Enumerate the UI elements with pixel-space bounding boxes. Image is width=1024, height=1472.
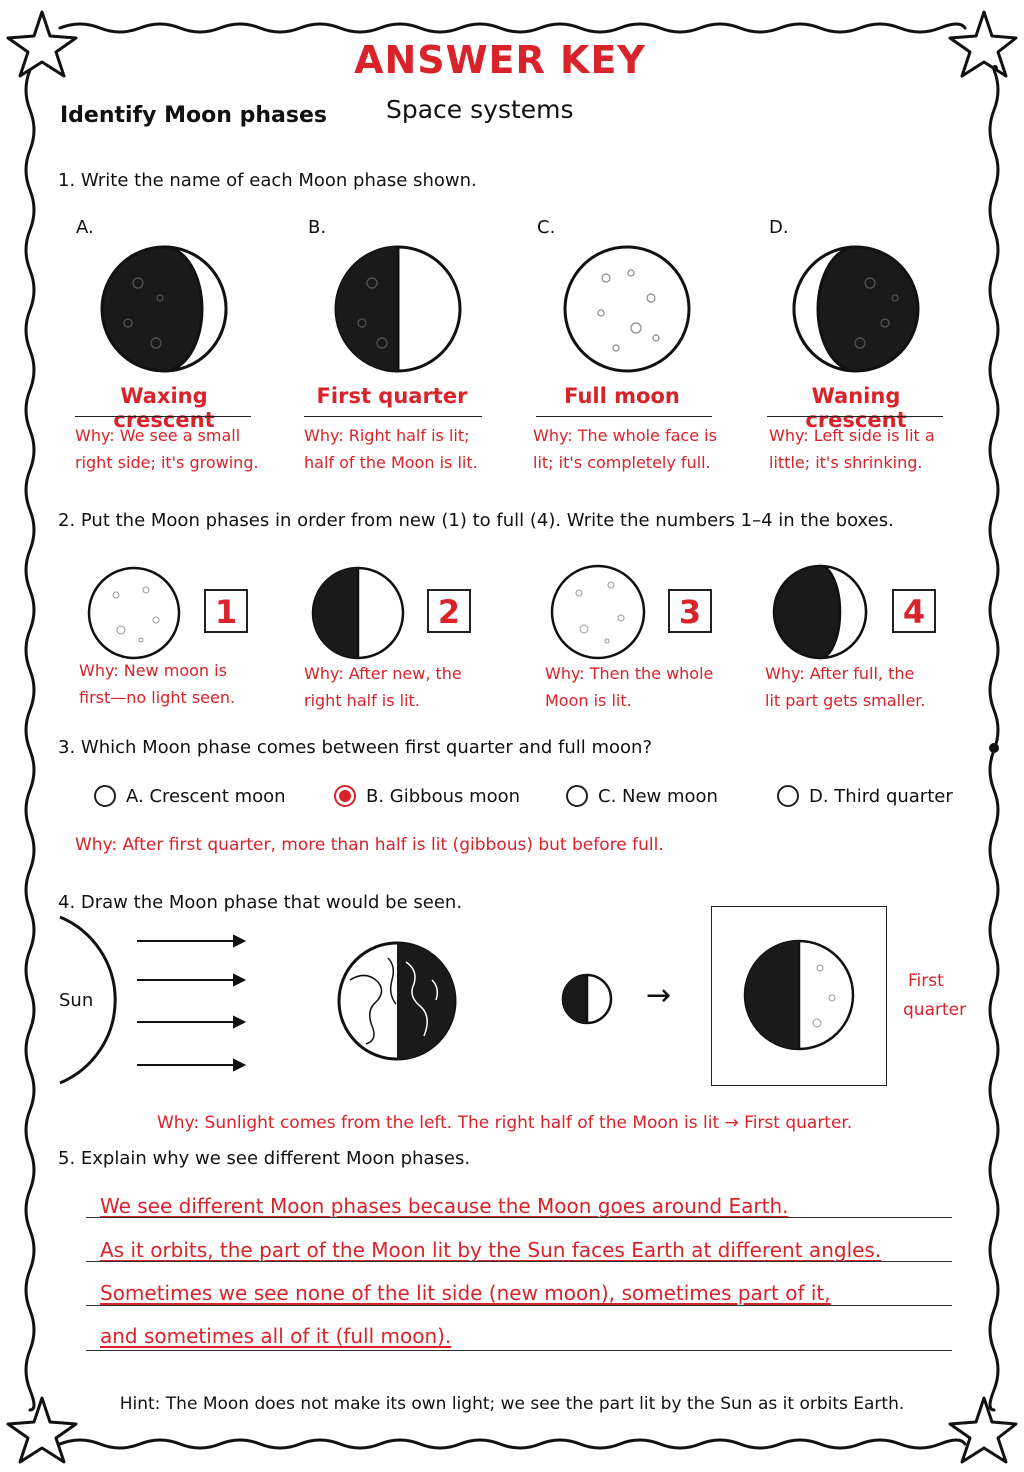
moon-first-quarter-icon [742,938,856,1052]
moon-waxing-crescent-icon [98,243,230,375]
option-a[interactable]: A. Crescent moon [94,785,286,807]
answer-line [767,416,943,417]
radio-button[interactable] [566,785,588,807]
q1-answer-c: Full moon [564,384,680,408]
q4-why: Why: Sunlight comes from the left. The right half of the Moon is lit → First quarter. [157,1113,853,1133]
q2-why-3: Why: Then the whole Moon is lit. [545,664,714,710]
q2-why-2: Why: After new, the right half is lit. [304,664,462,710]
moon-full-icon [561,243,693,375]
moon-first-quarter-icon [560,972,614,1026]
q1-why-a: Why: We see a small right side; it's growing. [75,426,259,472]
question-2-prompt: 2. Put the Moon phases in order from new (1) to full (4). Write the numbers 1–4 in the boxes. [58,510,894,531]
q1-letter-a: A. [76,217,94,238]
moon-first-quarter-icon [332,243,464,375]
option-b[interactable]: B. Gibbous moon [334,785,520,807]
question-4-prompt: 4. Draw the Moon phase that would be seen. [58,892,463,913]
writing-line [86,1305,952,1306]
q1-letter-b: B. [308,217,327,238]
right-arrow-icon: → [646,978,672,1013]
moon-new-icon [86,565,182,661]
moon-full-icon [549,563,647,661]
q1-letter-d: D. [769,217,789,238]
question-1-prompt: 1. Write the name of each Moon phase shown. [58,170,477,191]
q5-answer-line-4: and sometimes all of it (full moon). [100,1324,452,1348]
order-box-3[interactable]: 3 [668,589,712,633]
moon-first-quarter-icon [310,565,406,661]
order-box-2[interactable]: 2 [427,589,471,633]
writing-line [86,1350,952,1351]
q1-answer-a: Waxing crescent [113,384,215,432]
q2-why-4: Why: After full, the lit part gets smaller. [765,664,926,710]
q5-answer-line-3: Sometimes we see none of the lit side (new moon), sometimes part of it, [100,1281,831,1305]
answer-key-title: ANSWER KEY [354,38,646,82]
moon-waning-gibbous-icon [771,563,869,661]
radio-button-selected[interactable] [334,785,356,807]
q3-why: Why: After first quarter, more than half is lit (gibbous) but before full. [75,835,664,855]
q5-answer-line-2: As it orbits, the part of the Moon lit by the Sun faces Earth at different angles. [100,1238,882,1262]
drawing-box[interactable] [711,906,887,1086]
q5-answer-line-1: We see different Moon phases because the Moon goes around Earth. [100,1194,789,1218]
question-3-prompt: 3. Which Moon phase comes between first quarter and full moon? [58,737,653,758]
q1-why-d: Why: Left side is lit a little; it's shrinking. [769,426,935,472]
order-box-1[interactable]: 1 [204,589,248,633]
q1-answer-b: First quarter [316,384,468,408]
question-5-prompt: 5. Explain why we see different Moon phases. [58,1148,471,1169]
option-d[interactable]: D. Third quarter [777,785,953,807]
moon-waning-crescent-icon [790,243,922,375]
q1-why-b: Why: Right half is lit; half of the Moon is lit. [304,426,478,472]
radio-button[interactable] [94,785,116,807]
option-c[interactable]: C. New moon [566,785,718,807]
q2-why-1: Why: New moon is first—no light seen. [79,661,236,707]
earth-icon [336,940,458,1062]
q1-why-c: Why: The whole face is lit; it's completely full. [533,426,717,472]
sun-label: Sun [59,990,94,1011]
q1-letter-c: C. [537,217,556,238]
writing-line [86,1217,952,1218]
order-box-4[interactable]: 4 [892,589,936,633]
answer-line [304,416,482,417]
q1-answer-d: Waning crescent [805,384,907,432]
answer-line [75,416,251,417]
answer-line [536,416,712,417]
hint-text: Hint: The Moon does not make its own light; we see the part lit by the Sun as it orbits Earth. [119,1394,905,1414]
subject-label: Space systems [386,95,574,124]
writing-line [86,1261,952,1262]
q4-answer: First quarter [903,971,967,1020]
worksheet-title: Identify Moon phases [60,103,327,128]
radio-button[interactable] [777,785,799,807]
